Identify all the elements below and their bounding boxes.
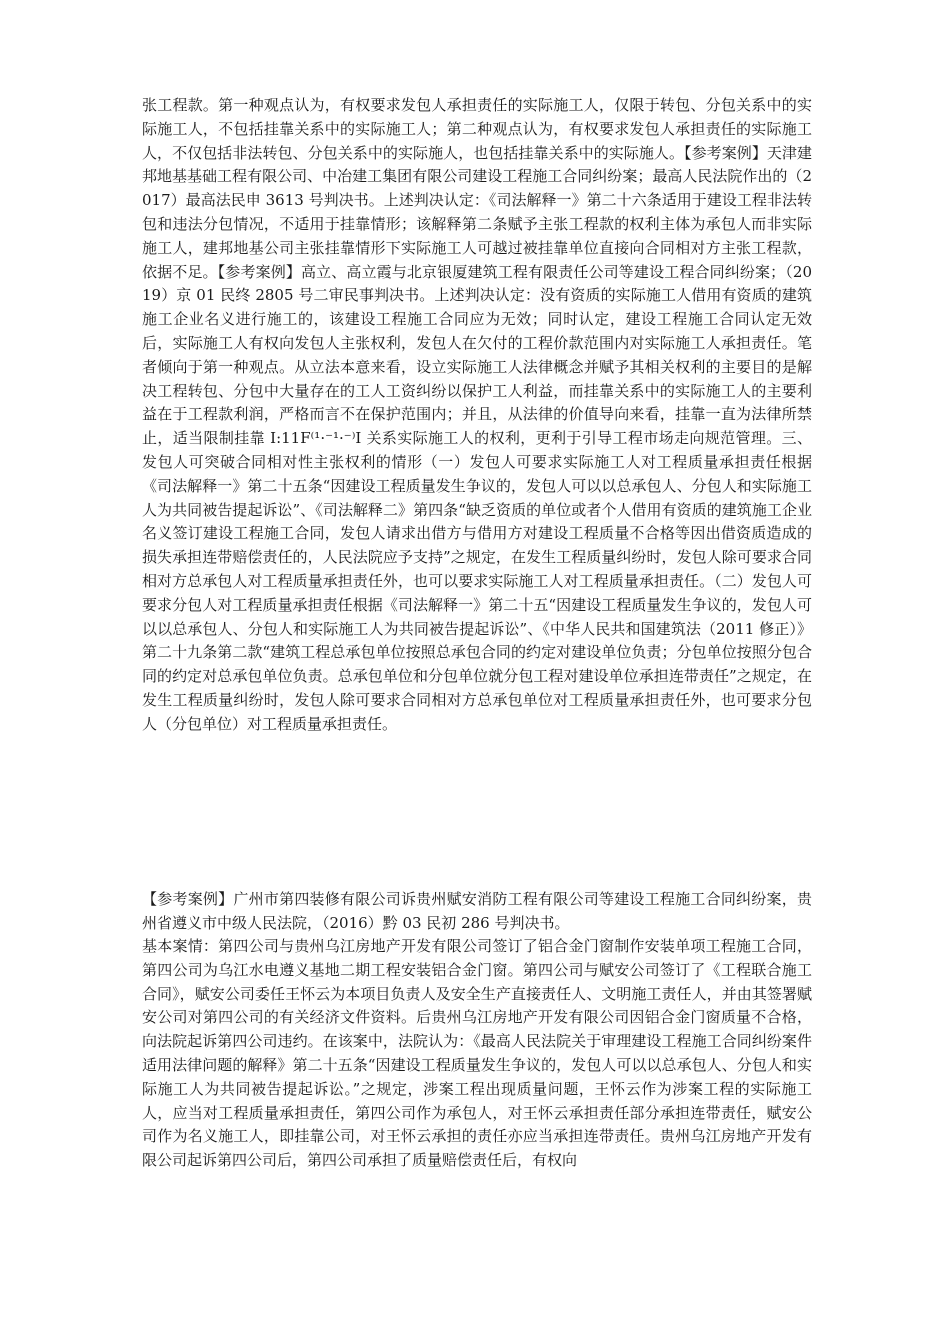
reference-case-paragraph: 【参考案例】广州市第四装修有限公司诉贵州赋安消防工程有限公司等建设工程施工合同纠纷案，贵州省遵义市中级人民法院，（2016）黔 03 民初 286 号判决书。 bbox=[142, 890, 812, 932]
case-facts-paragraph: 基本案情：第四公司与贵州乌江房地产开发有限公司签订了铝合金门窗制作安装单项工程施工合同，第四公司为乌江水电遵义基地二期工程安装铝合金门窗。第四公司与赋安公司签订了《工程联合施工合同》，赋安公司委任王怀云为本项目负责人及安全生产直接责任人、文明施工责任人，并由其签署赋安公司对第四公司的有关经济文件资料。后贵州乌江房地产开发有限公司因铝合金门窗质量不合格，向法院起诉第四公司违约。在该案中，法院认为：《最高人民法院关于审理建设工程施工合同纠纷案件适用法律问题的解释》第二十五条“因建设工程质量发生争议的，发包人可以以总承包人、分包人和实际施工人为共同被告提起诉讼。”之规定，涉案工程出现质量问题，王怀云作为涉案工程的实际施工人，应当对工程质量承担责任，第四公司作为承包人，对王怀云承担责任部分承担连带责任，赋安公司作为名义施工人，即挂靠公司，对王怀云承担的责任亦应当承担连带责任。贵州乌江房地产开发有限公司起诉第四公司后，第四公司承担了质量赔偿责任后，有权向 bbox=[142, 937, 812, 1170]
body-paragraph: 张工程款。第一种观点认为，有权要求发包人承担责任的实际施工人，仅限于转包、分包关系中的实际施工人，不包括挂靠关系中的实际施工人；第二种观点认为，有权要求发包人承担责任的实际施工人，不仅包括非法转包、分包关系中的实际施人，也包括挂靠关系中的实际施人。【参考案例】天津建邦地基基础工程有限公司、中冶建工集团有限公司建设工程施工合同纠纷案；最高人民法院作出的（2017）最高法民申 3613 号判决书。上述判决认定：《司法解释一》第二十六条适用于建设工程非法转包和违法分包情况，不适用于挂靠情形；该解释第二条赋予主张工程款的权利主体为承包人而非实际施工人，建邦地基公司主张挂靠情形下实际施工人可越过被挂靠单位直接向合同相对方主张工程款，依据不足。【参考案例】高立、高立霞与北京银厦建筑工程有限责任公司等建设工程合同纠纷案；（2019）京 01 民终 2805 号二审民事判决书。上述判决认定：没有资质的实际施工人借用有资质的建筑施工企业名义进行施工的，该建设工程施工合同应为无效；同时认定，建设工程施工合同认定无效后，实际施工人有权向发包人主张权利，发包人在欠付的工程价款范围内对实际施工人承担责任。笔者倾向于第一种观点。从立法本意来看，设立实际施工人法律概念并赋予其相关权利的主要目的是解决工程转包、分包中大量存在的工人工资纠纷以保护工人利益，而挂靠关系中的实际施工人的主要利益在于工程款利润，严格而言不在保护范围内；并且，从法律的价值导向来看，挂靠一直为法律所禁止，适当限制挂靠 I:11F⁽¹·⁻¹·⁻⁾I 关系实际施工人的权利，更利于引导工程市场走向规范管理。三、发包人可突破合同相对性主张权利的情形（一）发包人可要求实际施工人对工程质量承担责任根据《司法解释一》第二十五条“因建设工程质量发生争议的，发包人可以以总承包人、分包人和实际施工人为共同被告提起诉讼”、《司法解释二》第四条“缺乏资质的单位或者个人借用有资质的建筑施工企业名义签订建设工程施工合同，发包人请求出借方与借用方对建设工程质量不合格等因出借资质造成的损失承担连带赔偿责任的，人民法院应予支持”之规定，在发生工程质量纠纷时，发包人除可要求合同相对方总承包人对工程质量承担责任外，也可以要求实际施工人对工程质量承担责任。（二）发包人可要求分包人对工程质量承担责任根据《司法解释一》第二十五“因建设工程质量发生争议的，发包人可以以总承包人、分包人和实际施工人为共同被告提起诉讼”、《中华人民共和国建筑法（2011 修正）》第二十九条第二款“建筑工程总承包单位按照总承包合同的约定对建设单位负责；分包单位按照分包合同的约定对总承包单位负责。总承包单位和分包单位就分包工程对建设单位承担连带责任”之规定，在发生工程质量纠纷时，发包人除可要求合同相对方总承包单位对工程质量承担责任外，也可要求分包人（分包单位）对工程质量承担责任。 bbox=[142, 96, 812, 733]
